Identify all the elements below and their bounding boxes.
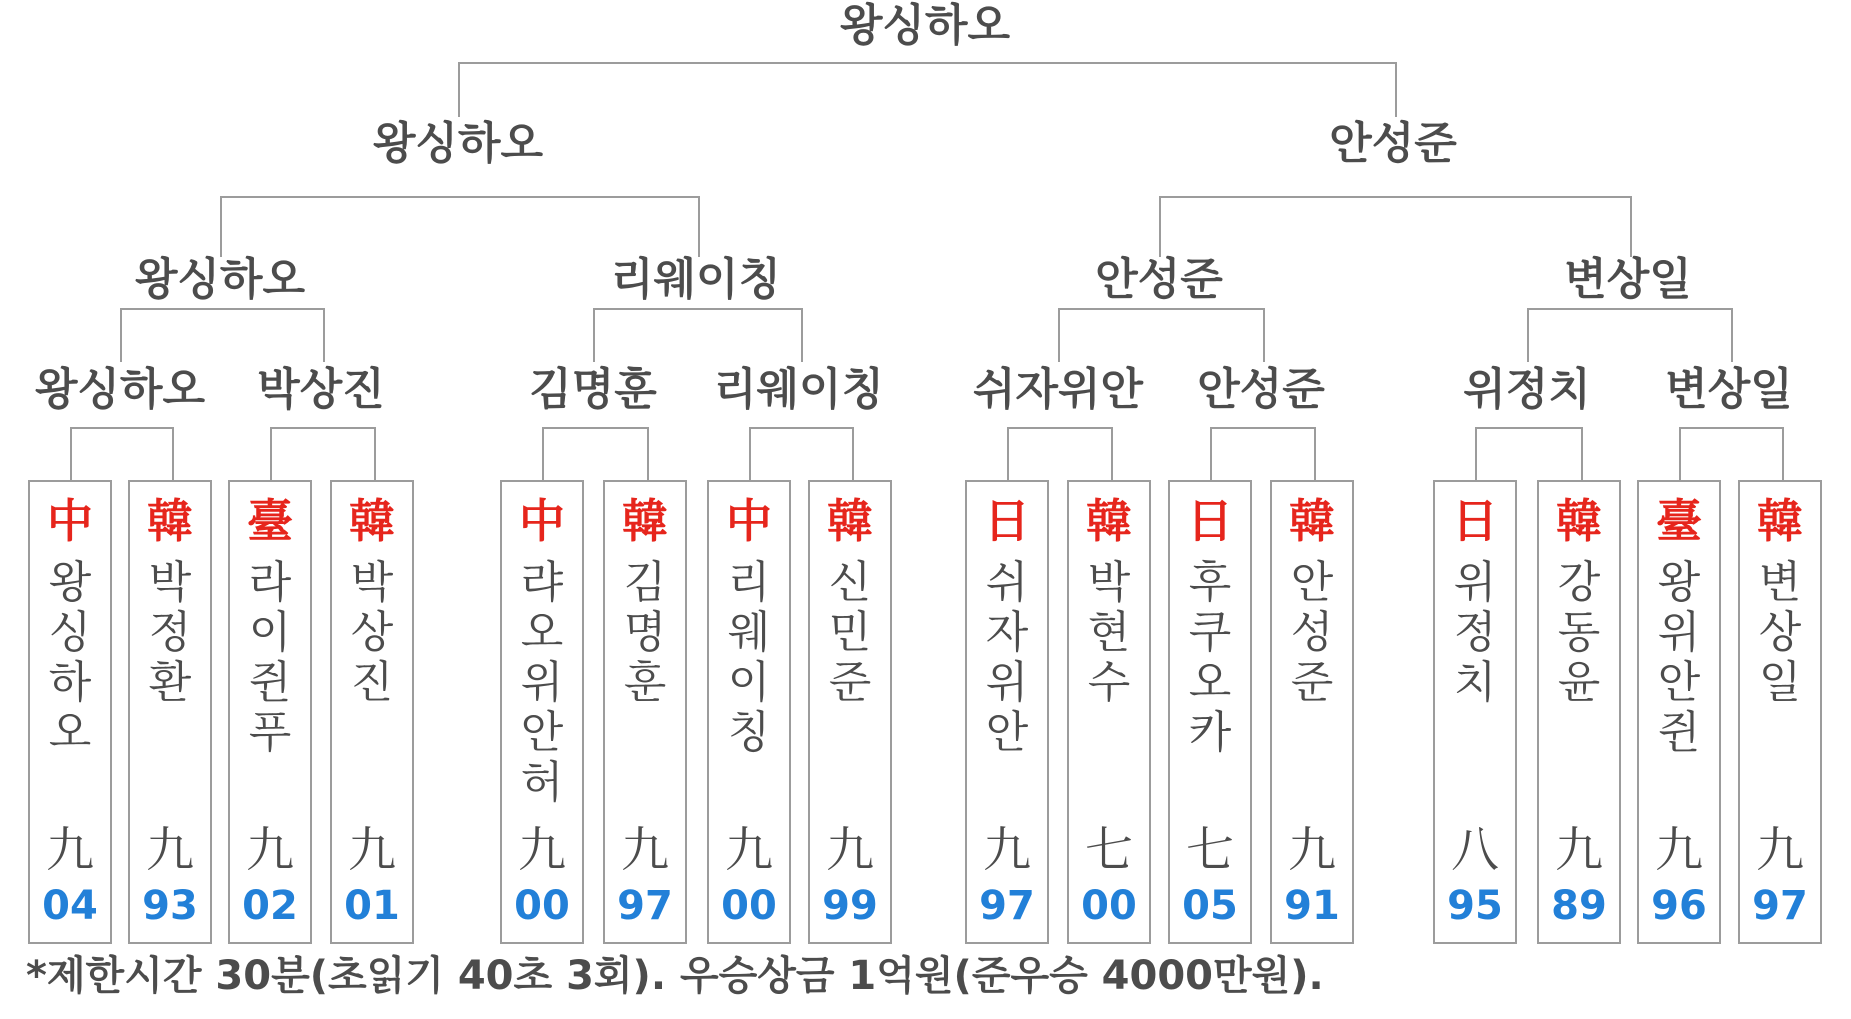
player-card (330, 480, 414, 944)
player-nationality: 韓 (1289, 494, 1335, 548)
player-name: 변상일 (1758, 557, 1802, 708)
player-nationality: 韓 (622, 494, 668, 548)
player-name: 박상진 (350, 557, 394, 708)
player-card (128, 480, 212, 944)
bracket-connector-r16 (749, 427, 854, 482)
player-nationality: 中 (47, 494, 93, 548)
r16-winner-label: 쉬자위안 (972, 364, 1144, 415)
player-card (1537, 480, 1621, 944)
bracket-connector-r16 (1679, 427, 1784, 482)
player-name: 안성준 (1290, 557, 1334, 708)
player-card (28, 480, 112, 944)
player-card (1738, 480, 1822, 944)
player-rank: 九 (517, 822, 566, 878)
player-rank: 九 (347, 822, 396, 878)
player-nationality: 臺 (1656, 494, 1702, 548)
bracket-connector-r16 (1475, 427, 1583, 482)
player-nationality: 中 (726, 494, 772, 548)
player-birth-year: 01 (344, 883, 400, 929)
bracket-connector-r16 (270, 427, 376, 482)
player-birth-year: 97 (1752, 883, 1808, 929)
player-name: 위정치 (1453, 557, 1497, 708)
player-birth-year: 93 (142, 883, 198, 929)
player-rank: 九 (724, 822, 773, 878)
bracket-connector-semifinal (220, 196, 700, 257)
player-nationality: 中 (519, 494, 565, 548)
player-nationality: 韓 (349, 494, 395, 548)
player-rank: 九 (45, 822, 94, 878)
bracket-connector-r16 (1007, 427, 1113, 482)
quarterfinal-winner-label: 왕싱하오 (134, 254, 306, 305)
player-birth-year: 05 (1182, 883, 1238, 929)
player-nationality: 韓 (1757, 494, 1803, 548)
player-card (707, 480, 791, 944)
player-rank: 九 (245, 822, 294, 878)
player-birth-year: 89 (1551, 883, 1607, 929)
player-rank: 九 (1755, 822, 1804, 878)
player-nationality: 日 (984, 494, 1030, 548)
player-rank: 九 (1654, 822, 1703, 878)
r16-winner-label: 리웨이칭 (713, 364, 885, 415)
player-birth-year: 96 (1651, 883, 1707, 929)
player-birth-year: 00 (1081, 883, 1137, 929)
player-birth-year: 97 (617, 883, 673, 929)
player-birth-year: 04 (42, 883, 98, 929)
bracket-connector-r16 (542, 427, 649, 482)
player-birth-year: 95 (1447, 883, 1503, 929)
player-rank: 九 (825, 822, 874, 878)
champion-label: 왕싱하오 (839, 0, 1011, 51)
r16-winner-label: 박상진 (257, 364, 385, 415)
player-name: 쉬자위안 (985, 557, 1029, 758)
r16-winner-label: 위정치 (1463, 364, 1591, 415)
bracket-connector-final (458, 62, 1397, 117)
player-birth-year: 00 (514, 883, 570, 929)
semifinal-winner-label: 안성준 (1329, 118, 1457, 169)
semifinal-winner-label: 왕싱하오 (372, 118, 544, 169)
player-card (808, 480, 892, 944)
r16-winner-label: 왕싱하오 (34, 364, 206, 415)
player-card (603, 480, 687, 944)
player-birth-year: 00 (721, 883, 777, 929)
player-name: 박현수 (1087, 557, 1131, 708)
player-rank: 七 (1084, 822, 1133, 878)
player-card (965, 480, 1049, 944)
r16-winner-label: 변상일 (1665, 364, 1793, 415)
bracket-connector-quarterfinal (1058, 308, 1265, 362)
bracket-connector-quarterfinal (1527, 308, 1733, 362)
player-name: 랴오위안허 (520, 557, 564, 808)
player-card (1168, 480, 1252, 944)
player-rank: 九 (1287, 822, 1336, 878)
player-rank: 八 (1450, 822, 1499, 878)
player-name: 라이쥔푸 (248, 557, 292, 758)
player-name: 김명훈 (623, 557, 667, 708)
player-name: 신민준 (828, 557, 872, 708)
player-name: 왕싱하오 (48, 557, 92, 758)
player-nationality: 日 (1452, 494, 1498, 548)
player-card (1637, 480, 1721, 944)
player-birth-year: 97 (979, 883, 1035, 929)
player-rank: 九 (1554, 822, 1603, 878)
player-rank: 九 (620, 822, 669, 878)
player-rank: 九 (145, 822, 194, 878)
player-nationality: 臺 (247, 494, 293, 548)
bracket-connector-quarterfinal (593, 308, 803, 362)
player-rank: 七 (1185, 822, 1234, 878)
bracket-connector-r16 (1210, 427, 1316, 482)
r16-winner-label: 김명훈 (529, 364, 657, 415)
player-name: 후쿠오카 (1188, 557, 1232, 758)
quarterfinal-winner-label: 리웨이칭 (610, 254, 782, 305)
bracket-connector-semifinal (1159, 196, 1632, 257)
player-card (1270, 480, 1354, 944)
player-nationality: 日 (1187, 494, 1233, 548)
player-card (1067, 480, 1151, 944)
quarterfinal-winner-label: 변상일 (1564, 254, 1692, 305)
bracket-connector-r16 (70, 427, 174, 482)
player-card (500, 480, 584, 944)
player-birth-year: 99 (822, 883, 878, 929)
player-birth-year: 02 (242, 883, 298, 929)
player-name: 리웨이칭 (727, 557, 771, 758)
player-card (1433, 480, 1517, 944)
r16-winner-label: 안성준 (1197, 364, 1325, 415)
player-nationality: 韓 (1086, 494, 1132, 548)
player-name: 강동윤 (1557, 557, 1601, 708)
player-card (228, 480, 312, 944)
player-birth-year: 91 (1284, 883, 1340, 929)
player-nationality: 韓 (827, 494, 873, 548)
player-nationality: 韓 (147, 494, 193, 548)
player-name: 박정환 (148, 557, 192, 708)
footnote: *제한시간 30분(초읽기 40초 3회). 우승상금 1억원(준우승 4000만원). (26, 953, 1324, 999)
player-rank: 九 (982, 822, 1031, 878)
quarterfinal-winner-label: 안성준 (1095, 254, 1223, 305)
player-name: 왕위안쥔 (1657, 557, 1701, 758)
bracket-connector-quarterfinal (120, 308, 325, 362)
player-nationality: 韓 (1556, 494, 1602, 548)
